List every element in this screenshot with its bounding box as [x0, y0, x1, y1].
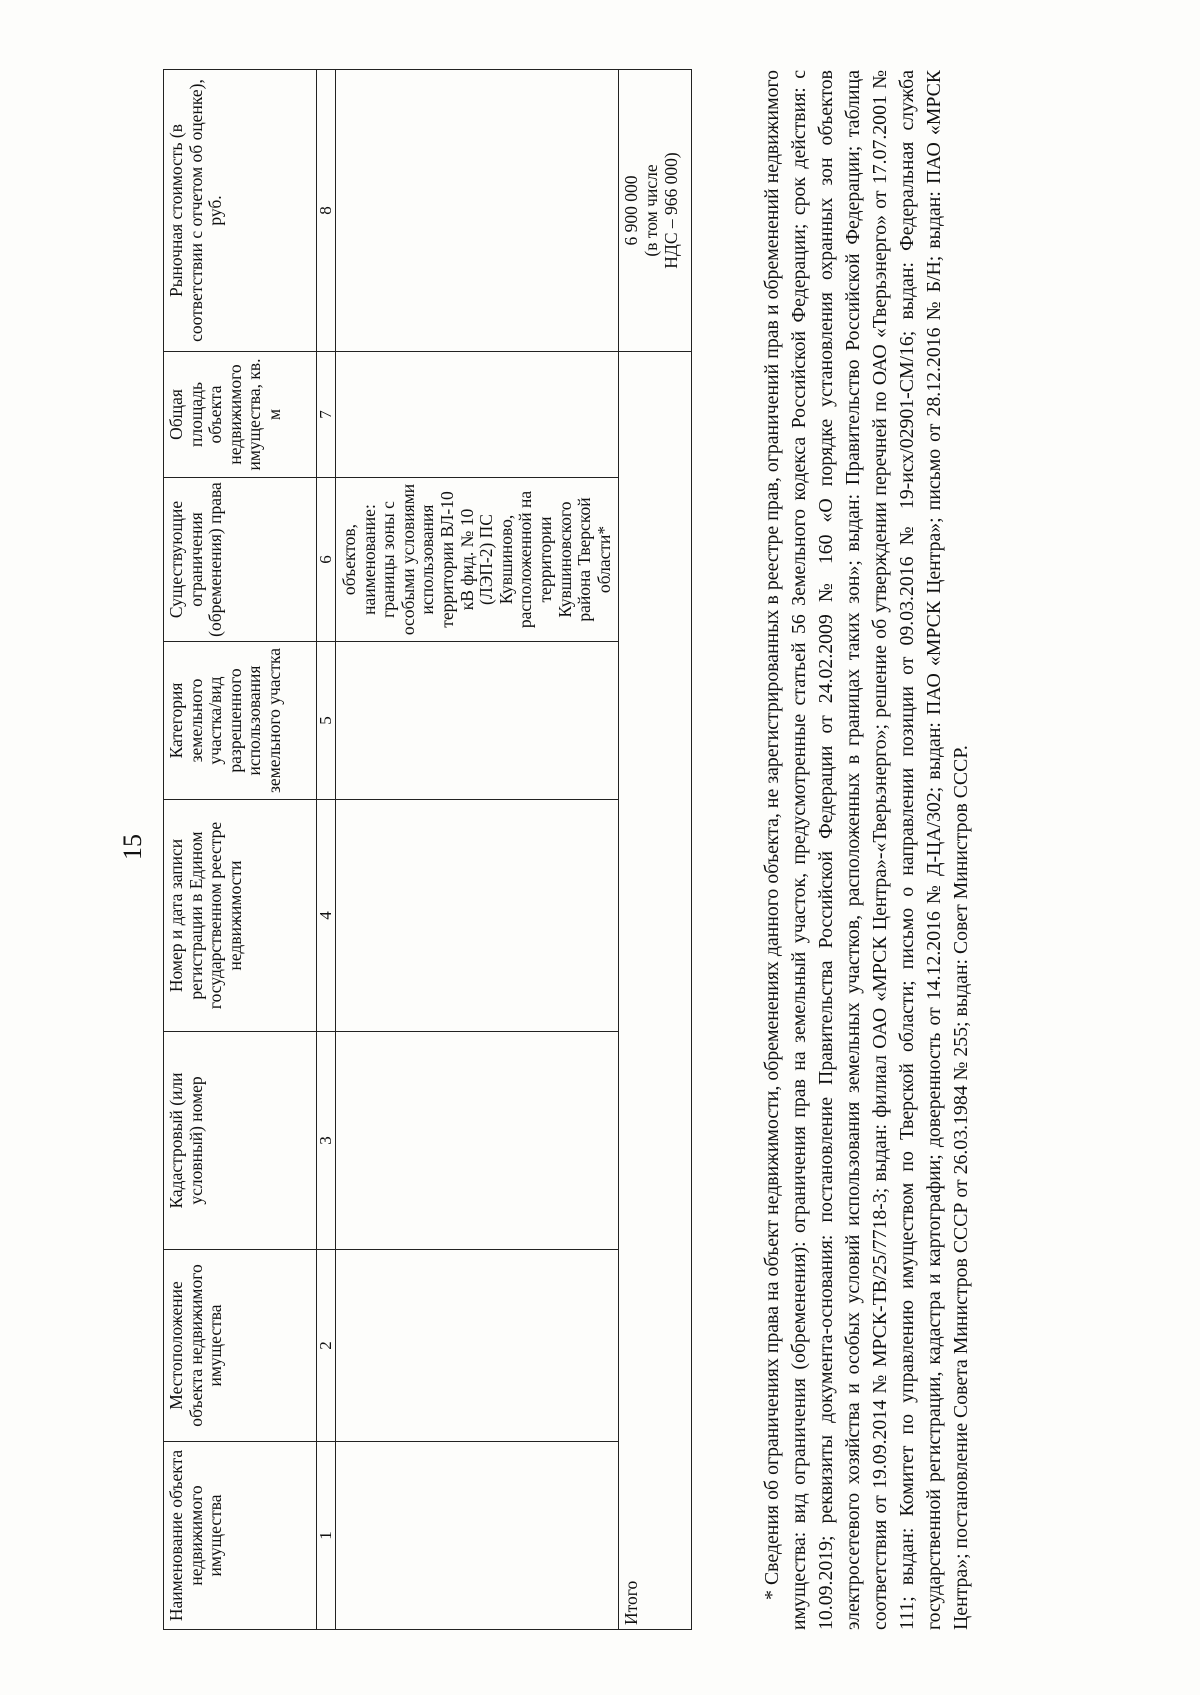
header-restrictions: Существующие ограничения (обременения) права [164, 478, 317, 642]
header-cadastral-number: Кадастровый (или условный) номер [164, 1032, 317, 1250]
header-area: Общая площадь объекта недвижимого имущества, кв. м [164, 352, 317, 478]
cell-location [336, 1250, 619, 1442]
cell-registration-record [336, 800, 619, 1032]
cell-restrictions: объектов, наименование: границы зоны с особыми условиями использования территории ВЛ-10 кВ фид. № 10 (ЛЭП-2) ПС Кувшиново, расположенной на территории Кувшиновского района Тверской области* [336, 478, 619, 642]
cell-cadastral-number [336, 1032, 619, 1250]
header-market-value: Рыночная стоимость (в соответствии с отчетом об оценке), руб. [164, 70, 317, 352]
cell-land-category [336, 642, 619, 800]
column-number: 1 [317, 1442, 336, 1630]
header-land-category: Категория земельного участка/вид разрешенного использования земельного участка [164, 642, 317, 800]
table-header-row [164, 70, 317, 1630]
header-name: Наименование объекта недвижимого имущества [164, 1442, 317, 1630]
footnote-text: * Сведения об ограничениях права на объект недвижимости, обременениях данного объекта, не зарегистрированных в реестре прав, ограничений прав и обременений недвижимого имущества: вид ограничения (обременения): ограничения прав на земельный участок, предусмотренные статьей 56 Земельного кодекса Российской Федерации; срок действия: с 10.09.2019; реквизиты документа-основания: постановление Правительства Российской Федерации от 24.02.2009 № 160 «О порядке установления охранных зон объектов электросетевого хозяйства и особых условий использования земельных участков, расположенных в границах таких зон»; выдан: Правительство Российской Федерации; таблица соответствия от 19.09.2014 № МРСК-ТВ/25/7718-3; выдан: филиал ОАО «МРСК Центра»-«Тверьэнерго»; решение об утверждении перечней по ОАО «Тверьэнерго» от 17.07.2001 № 111; выдан: Комитет по управлению имуществом по Тверской области; письмо о направлении позиции от 09.03.2016 № 19-исх/02901-СМ/16; выдан: Федеральная служба государственной регистрации, кадастра и картографии; доверенность от 14.12.2016 № Д-ЦА/302; выдан: ПАО «МРСК Центра»; письмо от 28.12.2016 № Б/Н; выдан: ПАО «МРСК Центра»; постановление Совета Министров СССР от 26.03.1984 № 255; выдан: Совет Министров СССР. [761, 70, 972, 1630]
header-registration-record: Номер и дата записи регистрации в Едином государственном реестре недвижимости [164, 800, 317, 1032]
column-number: 2 [317, 1250, 336, 1442]
column-number: 5 [317, 642, 336, 800]
total-row [619, 70, 692, 1630]
cell-market-value [336, 70, 619, 352]
page-number: 15 [118, 834, 147, 860]
total-value: 6 900 000 [621, 175, 642, 246]
column-number: 6 [317, 478, 336, 642]
table-row [336, 70, 619, 1630]
cell-name [336, 1442, 619, 1630]
footnote [759, 70, 975, 1630]
column-number-row [317, 70, 336, 1630]
total-label: Итого [619, 352, 692, 1630]
cell-area [336, 352, 619, 478]
rotated-page-content [163, 70, 1043, 1630]
total-vat-note-line2: НДС – 966 000) [660, 152, 681, 269]
total-value-cell [619, 70, 692, 352]
column-number: 4 [317, 800, 336, 1032]
header-location: Местоположение объекта недвижимого имущества [164, 1250, 317, 1442]
column-number: 7 [317, 352, 336, 478]
total-vat-note-line1: (в том числе [640, 164, 661, 257]
column-number: 8 [317, 70, 336, 352]
property-table [163, 69, 692, 1630]
column-number: 3 [317, 1032, 336, 1250]
